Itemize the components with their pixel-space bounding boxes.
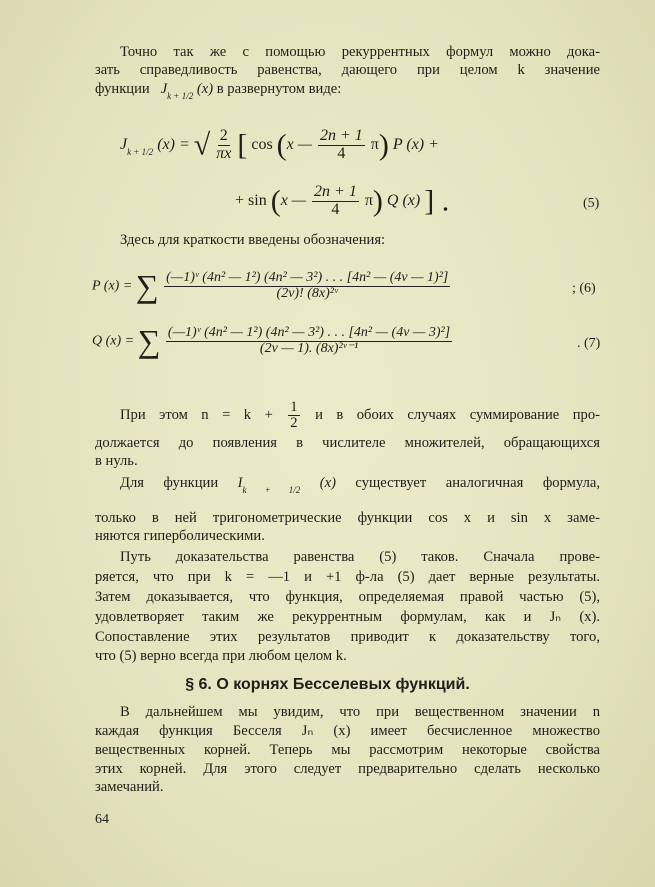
equation-number: . (7) — [577, 336, 601, 351]
fraction — [166, 326, 452, 356]
text: функции — [95, 81, 150, 97]
fraction — [288, 400, 299, 432]
text-line: Сопоставление этих результатов приводит к доказательству того, — [95, 629, 600, 645]
math-text: x — — [280, 191, 307, 209]
text-line: только в ней тригонометрические функции cos x и sin x заме- — [95, 510, 600, 526]
sqrt-sign: √ — [193, 128, 211, 162]
text-line: няются гиперболическими. — [95, 528, 265, 544]
text-line — [95, 80, 600, 99]
math-sub: k + 1/2 — [242, 485, 301, 495]
text: и в обоих случаях суммирование про- — [315, 407, 600, 423]
text-line: вещественных корней. Теперь мы рассмотрим некоторые свойства — [95, 742, 600, 758]
numerator: 2n + 1 — [314, 183, 357, 200]
paren: ) — [378, 128, 389, 162]
fraction — [164, 271, 450, 301]
text-line: Здесь для краткости введены обозначения: — [120, 232, 386, 248]
text-line: каждая функция Бесселя Jₙ (x) имеет бесчисленное множество — [95, 723, 600, 739]
equation-number: ; (6) — [572, 281, 596, 296]
text: При этом n = k + — [120, 407, 273, 423]
sum-sign: ∑ — [135, 268, 159, 304]
bracket: [ — [237, 128, 248, 162]
text: Для функции — [120, 475, 219, 491]
text-line: удовлетворяет таким же рекуррентным формулам, как и Jₙ (x). — [95, 609, 600, 625]
paren: ( — [270, 184, 281, 218]
denominator: (2ν)! (8x)²ᵛ — [276, 286, 338, 301]
math-arg: (x) — [319, 475, 336, 491]
numerator: (—1)ᵛ (4n² — 1²) (4n² — 3²) . . . [4n² — (4ν — 1)²] — [166, 270, 449, 286]
sum-sign: ∑ — [137, 323, 161, 359]
sqrt-fraction — [216, 128, 231, 163]
text-line: замечаний. — [95, 779, 164, 795]
math-func: J — [120, 135, 128, 153]
math-func: I — [237, 475, 243, 491]
text-line: этих корней. Для этого следует предварительно сделать несколько — [95, 761, 600, 777]
denominator: πx — [216, 144, 232, 162]
pi: π — [370, 135, 379, 153]
page-number: 64 — [95, 812, 109, 827]
text-line: что (5) верно всегда при любом целом k. — [95, 648, 347, 664]
math-text: Q (x) = — [92, 333, 135, 349]
bracket: ] . — [424, 184, 450, 218]
text-line — [120, 474, 600, 493]
math-sub: k + 1/2 — [127, 146, 154, 157]
math-func: J — [160, 81, 168, 97]
numerator: 2n + 1 — [320, 127, 363, 144]
formula-5-line2 — [235, 184, 449, 219]
math-arg: (x) = — [157, 135, 190, 153]
math-sub: k + 1/2 — [167, 91, 194, 101]
pi: π — [364, 191, 373, 209]
sin: + sin — [235, 191, 267, 209]
numerator: (—1)ᵛ (4n² — 1²) (4n² — 3²) . . . [4n² — (4ν — 3)²] — [167, 325, 451, 341]
denominator: 4 — [337, 144, 346, 162]
text-line: Точно так же с помощью рекуррентных формул можно дока- — [120, 44, 600, 60]
numerator: 1 — [290, 398, 298, 415]
math-text: x — — [286, 135, 312, 153]
cos: cos — [251, 135, 273, 153]
text-line: ряется, что при k = —1 и +1 ф-ла (5) дает верные результаты. — [95, 569, 600, 585]
equation-number: (5) — [583, 196, 600, 211]
section-heading: § 6. О корнях Бесселевых функций. — [185, 676, 470, 693]
fraction — [312, 184, 359, 219]
denominator: (2ν — 1). (8x)²ᵛ⁻¹ — [259, 341, 359, 356]
formula-7 — [92, 323, 454, 360]
paren: ) — [372, 184, 383, 218]
text-line: В дальнейшем мы увидим, что при вещественном значении n — [120, 704, 600, 720]
numerator: 2 — [219, 127, 228, 144]
text-line: Затем доказывается, что функция, определяемая правой частью (5), — [95, 589, 600, 605]
denominator: 2 — [290, 415, 298, 432]
text-line: Путь доказательства равенства (5) таков. Сначала прове- — [120, 549, 600, 565]
text-line — [120, 398, 600, 432]
math-arg: (x) — [196, 81, 214, 97]
text-line: зать справедливость равенства, дающего при целом k значение — [95, 62, 600, 78]
text-line: должается до появления в числителе множителей, обращающихся — [95, 435, 600, 451]
fraction — [318, 128, 365, 163]
math-text: P (x) + — [392, 135, 439, 153]
text: в развернутом виде: — [216, 81, 342, 97]
text: существует аналогичная формула, — [355, 475, 600, 491]
text-line: в нуль. — [95, 453, 138, 469]
paren: ( — [276, 128, 287, 162]
math-text: P (x) = — [92, 278, 133, 294]
formula-6 — [92, 268, 452, 305]
math-text: Q (x) — [386, 191, 421, 209]
formula-5-line1 — [120, 128, 439, 163]
denominator: 4 — [331, 200, 340, 218]
